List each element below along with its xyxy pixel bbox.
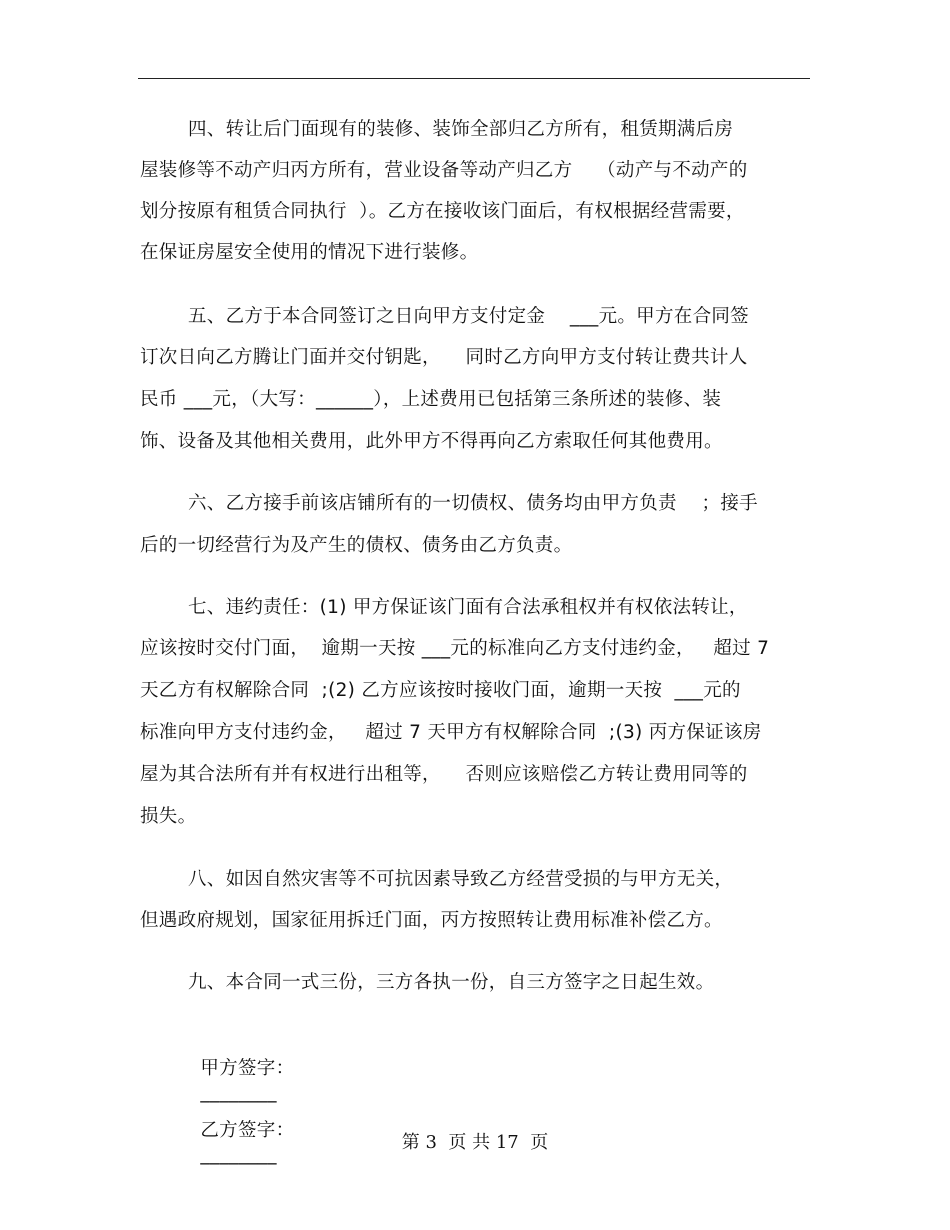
page-number-text: 第 3 页 共 17 页 — [401, 1132, 549, 1153]
header-rule — [138, 78, 810, 79]
clause-5-line-3: 民币 ___元，（大写：______），上述费用已包括第三条所述的装修、装 — [140, 389, 722, 410]
clause-6-line-1: 六、乙方接手前该店铺所有的一切债权、债务均由甲方负责 ；接手 — [188, 493, 758, 514]
signature-party-b-label: 乙方签字： — [200, 1120, 295, 1141]
clause-7-line-2: 应该按时交付门面， 逾期一天按 ___元的标准向乙方支付违约金， 超过 7 — [140, 638, 770, 659]
signature-party-a-label: 甲方签字： — [200, 1058, 295, 1079]
clause-5-line-4: 饰、设备及其他相关费用，此外甲方不得再向乙方索取任何其他费用。 — [140, 431, 723, 452]
signature-party-b-blank: ________ — [200, 1144, 277, 1165]
clause-7-line-4: 标准向甲方支付违约金， 超过 7 天甲方有权解除合同 ;(3) 丙方保证该房 — [140, 722, 762, 743]
clause-7-line-1: 七、违约责任：(1) 甲方保证该门面有合法承租权并有权依法转让， — [188, 597, 748, 618]
page-footer — [0, 1131, 950, 1155]
clause-6-line-2: 后的一切经营行为及产生的债权、债务由乙方负责。 — [140, 535, 573, 556]
clause-4-line-3: 划分按原有租赁合同执行 ）。乙方在接收该门面后，有权根据经营需要， — [140, 201, 745, 222]
clause-7-line-5: 屋为其合法所有并有权进行出租等， 否则应该赔偿乙方转让费用同等的 — [140, 764, 748, 785]
clause-8-line-2: 但遇政府规划，国家征用拆迁门面，丙方按照转让费用标准补偿乙方。 — [140, 910, 723, 931]
clause-5-line-1: 五、乙方于本合同签订之日向甲方支付定金 ___元。甲方在合同签 — [188, 306, 749, 327]
clause-7-line-6: 损失。 — [140, 806, 197, 827]
clause-4-line-4: 在保证房屋安全使用的情况下进行装修。 — [140, 242, 479, 263]
clause-7-line-3: 天乙方有权解除合同 ;(2) 乙方应该按时接收门面，逾期一天按 ___元的 — [140, 680, 741, 701]
clause-9-line-1: 九、本合同一式三份，三方各执一份，自三方签字之日起生效。 — [188, 972, 715, 993]
clause-5-line-2: 订次日向乙方腾让门面并交付钥匙， 同时乙方向甲方支付转让费共计人 — [140, 347, 748, 368]
signature-party-a-blank: ________ — [200, 1082, 277, 1103]
clause-4-line-1: 四、转让后门面现有的装修、装饰全部归乙方所有，租赁期满后房 — [188, 119, 734, 140]
clause-8-line-1: 八、如因自然灾害等不可抗因素导致乙方经营受损的与甲方无关， — [188, 869, 734, 890]
clause-4-line-2: 屋装修等不动产归丙方所有，营业设备等动产归乙方 （动产与不动产的 — [140, 160, 748, 181]
